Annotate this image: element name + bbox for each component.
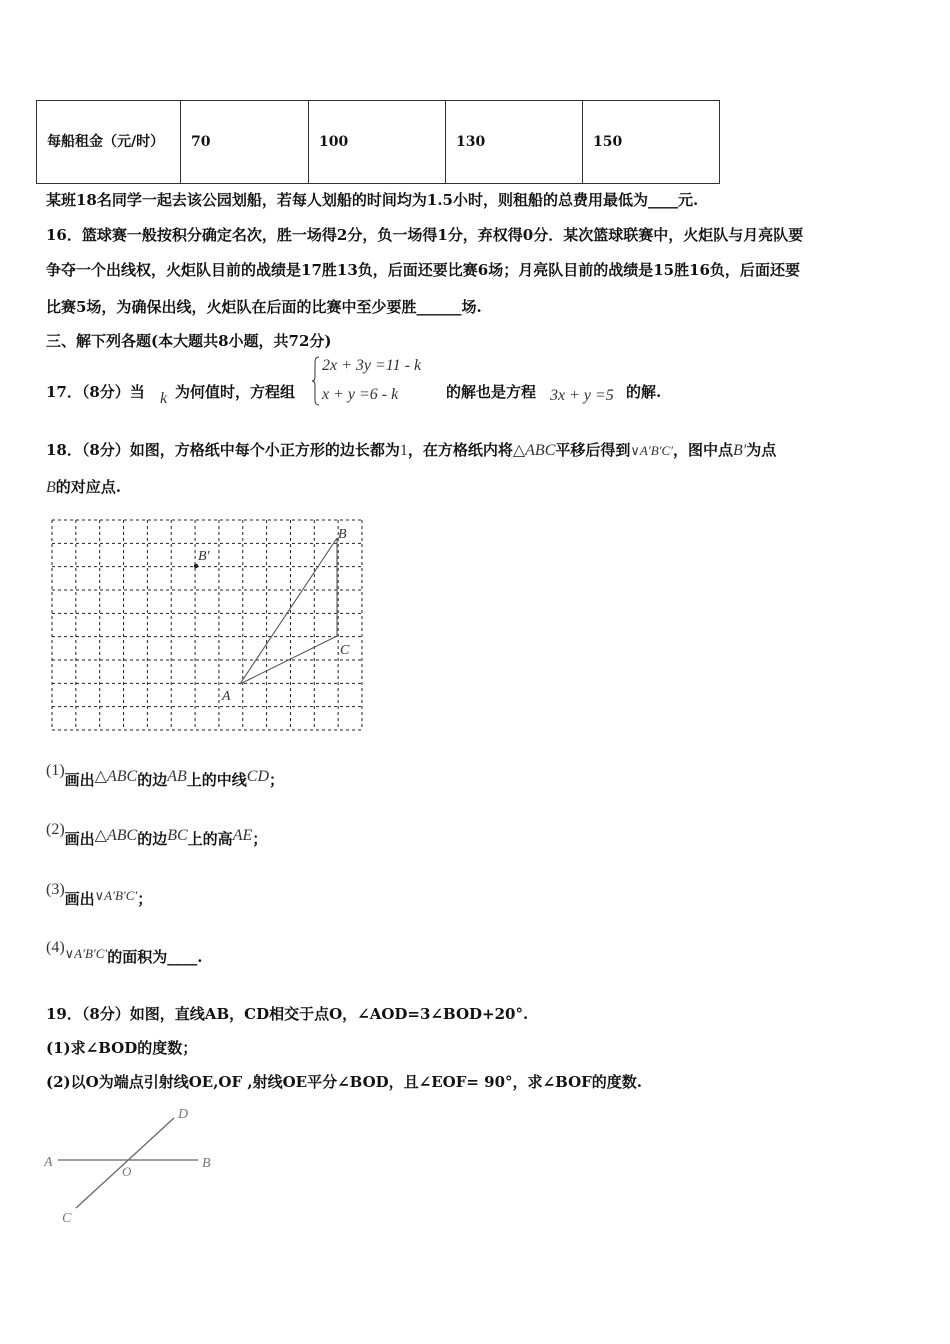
sub2-math3: AE (232, 827, 253, 844)
sub1-text3: 上的中线 (186, 771, 247, 789)
q17-mid: 为何值时，方程组 (175, 383, 296, 401)
label-o: O (122, 1164, 132, 1179)
q16-line3: 比赛5场，为确保出线，火炬队在后面的比赛中至少要胜______场. (46, 298, 482, 316)
table-row (37, 101, 720, 184)
q17-equation-3: 3x + y =5 (550, 387, 614, 404)
sub2-math2: BC (167, 827, 188, 844)
q17-equation-1: 2x + 3y =11 - k (322, 357, 422, 374)
q15-text: 某班18名同学一起去该公园划船，若每人划船的时间均为1.5小时，则租船的总费用最低为____元. (46, 191, 699, 209)
grid-figure (40, 512, 370, 737)
q16-line1: 16．篮球赛一般按积分确定名次，胜一场得2分，负一场得1分，弃权得0分．某次篮球联赛中，火炬队与月亮队要 (46, 226, 804, 244)
line-cd (76, 1118, 174, 1208)
table-cell: 150 (583, 101, 720, 184)
q19-line1: 19．（8分）如图，直线AB，CD相交于点O，∠AOD=3∠BOD+20°. (46, 1005, 529, 1023)
q17-equation-2: x + y =6 - k (322, 386, 399, 403)
q17-prefix: 17．（8分）当 (46, 383, 145, 401)
sub1-text1: 画出 (64, 771, 95, 789)
sub1-math3: CD (246, 768, 270, 785)
equation-system-brace (312, 356, 320, 406)
sub3-text4: ； (137, 890, 153, 908)
q18-part5: 为点 (746, 441, 777, 459)
table-header-cell: 每船租金（元/时） (37, 101, 181, 184)
q18-point-b-prime: B′ (733, 442, 747, 459)
q19-line3: (2)以O为端点引射线OE,OF ,射线OE平分∠BOD，且∠EOF= 90°，求∠BOF的度数. (46, 1073, 643, 1091)
sub2-text1: 画出 (64, 830, 95, 848)
table-cell: 70 (181, 101, 309, 184)
label-c: C (340, 643, 350, 658)
q18-part6: 的对应点. (55, 478, 122, 496)
sub4-number: (4) (46, 939, 65, 956)
label-b: B (202, 1156, 211, 1171)
point-b-prime (194, 564, 198, 568)
label-b: B (338, 527, 347, 542)
rental-price-table (36, 100, 720, 184)
q17-var-k: k (160, 390, 168, 407)
q18-part2: ，在方格纸内将 (407, 441, 513, 459)
q18-sub1 (46, 762, 285, 791)
label-d: D (178, 1107, 189, 1122)
segment-ab (240, 538, 337, 684)
sub2-math1: △ABC (94, 827, 138, 844)
sub4-math1: ∨A′B′C′ (64, 946, 108, 961)
q18-point-b: B (46, 479, 56, 496)
q18-triangle-abc: △ABC (512, 442, 556, 459)
sub3-number: (3) (46, 881, 65, 898)
section-3-heading: 三、解下列各题(本大题共8小题，共72分) (46, 332, 332, 350)
sub2-text2: 的边 (137, 830, 168, 848)
sub2-text4: ； (252, 830, 268, 848)
q18-triangle-abc-prime: ∨A′B′C′ (630, 443, 673, 458)
q18-line1 (46, 440, 776, 461)
q16-line2: 争夺一个出线权，火炬队目前的战绩是17胜13负，后面还要比赛6场；月亮队目前的战绩是15胜16负，后面还要 (46, 261, 800, 279)
label-a: A (44, 1155, 53, 1170)
sub3-math1: ∨A′B′C′ (94, 888, 138, 903)
intersecting-lines-figure (40, 1100, 240, 1230)
sub1-number: (1) (46, 762, 65, 779)
table-cell: 100 (309, 101, 446, 184)
sub1-math2: AB (167, 768, 187, 785)
label-c: C (62, 1211, 72, 1226)
sub1-math1: △ABC (94, 768, 138, 785)
q18-part4: ，图中点 (673, 441, 734, 459)
sub2-number: (2) (46, 821, 65, 838)
sub1-text2: 的边 (137, 771, 168, 789)
sub1-text4: ； (269, 771, 285, 789)
q18-part3: 平移后得到 (555, 441, 631, 459)
table-cell: 130 (446, 101, 583, 184)
sub3-text1: 画出 (64, 890, 95, 908)
q17-end: 的解. (626, 383, 662, 401)
label-b-prime: B′ (198, 549, 210, 564)
q18-part1: 18．（8分）如图，方格纸中每个小正方形的边长都为 (46, 441, 400, 459)
q19-line2: (1)求∠BOD的度数； (46, 1039, 198, 1057)
q18-sub4 (46, 939, 203, 968)
label-a: A (222, 689, 231, 704)
q18-sub2 (46, 821, 268, 850)
q17-after: 的解也是方程 (446, 383, 537, 401)
sub2-text3: 上的高 (187, 830, 233, 848)
sub4-text2: 的面积为____. (107, 948, 203, 966)
q18-sub3 (46, 881, 153, 910)
q18-line2 (46, 477, 121, 498)
q18-one: 1 (399, 442, 408, 459)
